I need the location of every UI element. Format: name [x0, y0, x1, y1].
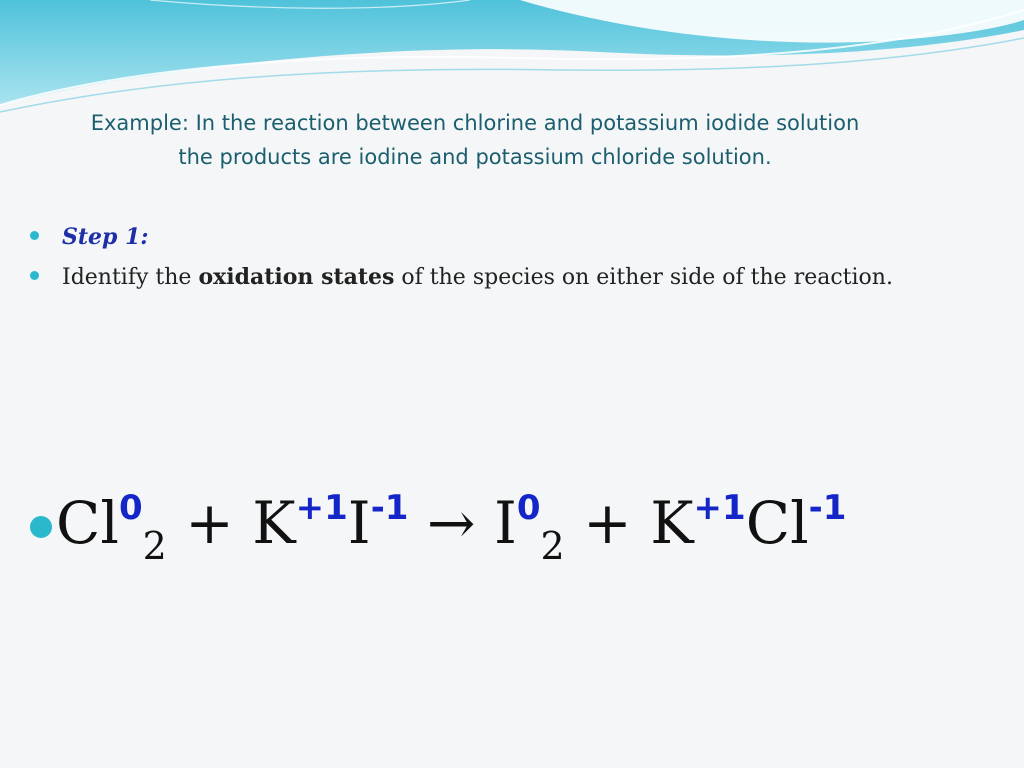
equation-bullet [30, 468, 846, 586]
oxidation-state: +1 [295, 488, 348, 528]
species-i-symbol: I [347, 489, 371, 557]
bullet-instruction [30, 262, 1010, 293]
title-line-1: Example: In the reaction between chlorine and potassium iodide solution [90, 111, 860, 135]
species-cl-symbol: Cl [745, 489, 809, 557]
subscript: 2 [142, 524, 167, 568]
arrow-i: → I [408, 489, 517, 557]
bullet-dot-icon [30, 231, 39, 240]
instruction-text-before: Identify the [62, 265, 199, 290]
oxidation-state: 0 [516, 488, 541, 528]
instruction-text-after: of the species on either side of the reaction. [394, 265, 893, 290]
subscript: 2 [540, 524, 565, 568]
plus-k: + K [564, 489, 694, 557]
decorative-wave-header [0, 0, 1024, 120]
bullet-list [30, 222, 1010, 303]
step-label: Step 1: [62, 224, 149, 250]
slide-title [0, 106, 950, 174]
species-cl2-symbol: Cl [56, 489, 119, 557]
chemical-equation [56, 468, 846, 586]
bullet-dot-icon [30, 516, 52, 538]
oxidation-state: -1 [808, 488, 847, 528]
oxidation-state: +1 [693, 488, 746, 528]
instruction-text [62, 262, 893, 293]
title-line-2: the products are iodine and potassium chloride solution. [178, 145, 772, 169]
bullet-step [30, 222, 1010, 252]
oxidation-state: -1 [370, 488, 409, 528]
plus-k: + K [166, 489, 296, 557]
instruction-bold: oxidation states [198, 264, 395, 290]
oxidation-state: 0 [118, 488, 143, 528]
bullet-dot-icon [30, 271, 39, 280]
